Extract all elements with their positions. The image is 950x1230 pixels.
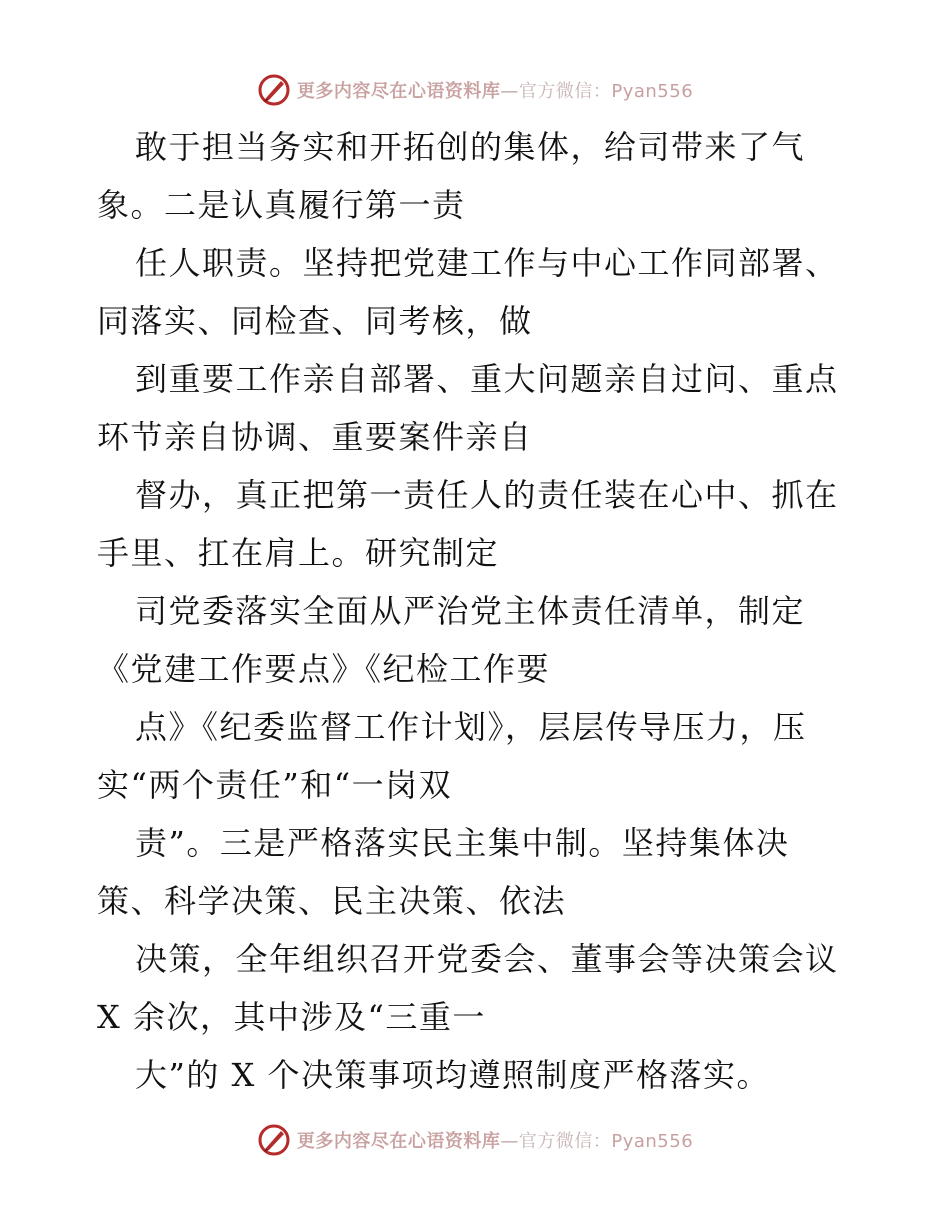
header-watermark (0, 70, 950, 110)
watermark-dash: — (500, 1131, 519, 1152)
watermark-sub-text: 官方微信： (518, 1131, 612, 1152)
paragraph-line: 《党建工作要点》《纪检工作要 (97, 650, 551, 688)
paragraph-line: 任人职责。坚持把党建工作与中心工作同部署、 (135, 244, 839, 282)
paragraph-line: 决策，全年组织召开党委会、董事会等决策会议 (135, 940, 839, 978)
paragraph-line: 手里、扛在肩上。研究制定 (97, 534, 500, 572)
paragraph-3 (97, 350, 867, 466)
paragraph-line: 象。二是认真履行第一责 (97, 186, 466, 224)
watermark-dash: — (500, 81, 519, 102)
paragraph-line: 到重要工作亲自部署、重大问题亲自过问、重点 (135, 360, 839, 398)
paragraph-line: 敢于担当务实和开拓创的集体，给司带来了气 (135, 128, 806, 166)
watermark-main-text: 更多内容尽在心语资料库 (296, 1131, 501, 1152)
watermark-main-text: 更多内容尽在心语资料库 (296, 81, 501, 102)
quill-pen-logo-icon (257, 1123, 291, 1157)
paragraph-line: X 余次，其中涉及“三重一 (97, 998, 486, 1036)
paragraph-line: 环节亲自协调、重要案件亲自 (97, 418, 533, 456)
footer-watermark (0, 1120, 950, 1160)
paragraph-8 (97, 930, 867, 1046)
paragraph-line: 责”。三是严格落实民主集中制。坚持集体决 (135, 824, 790, 862)
paragraph-line: 实“两个责任”和“一岗双 (97, 766, 453, 804)
watermark-account: Pyan556 (611, 81, 694, 102)
paragraph-2 (97, 234, 867, 350)
paragraph-line: 策、科学决策、民主决策、依法 (97, 882, 567, 920)
paragraph-line: 点》《纪委监督工作计划》，层层传导压力，压 (135, 708, 807, 746)
paragraph-5 (97, 582, 867, 698)
watermark-sub-text: 官方微信： (518, 81, 612, 102)
document-body (97, 118, 867, 1104)
paragraph-line: 督办，真正把第一责任人的责任装在心中、抓在 (135, 476, 839, 514)
paragraph-line: 同落实、同检查、同考核，做 (97, 302, 533, 340)
paragraph-9 (97, 1046, 867, 1104)
paragraph-4 (97, 466, 867, 582)
watermark-account: Pyan556 (611, 1131, 694, 1152)
paragraph-line: 大”的 X 个决策事项均遵照制度严格落实。 (135, 1056, 770, 1094)
paragraph-6 (97, 698, 867, 814)
paragraph-line: 司党委落实全面从严治党主体责任清单，制定 (135, 592, 806, 630)
paragraph-7 (97, 814, 867, 930)
quill-pen-logo-icon (257, 73, 291, 107)
paragraph-1 (97, 118, 867, 234)
